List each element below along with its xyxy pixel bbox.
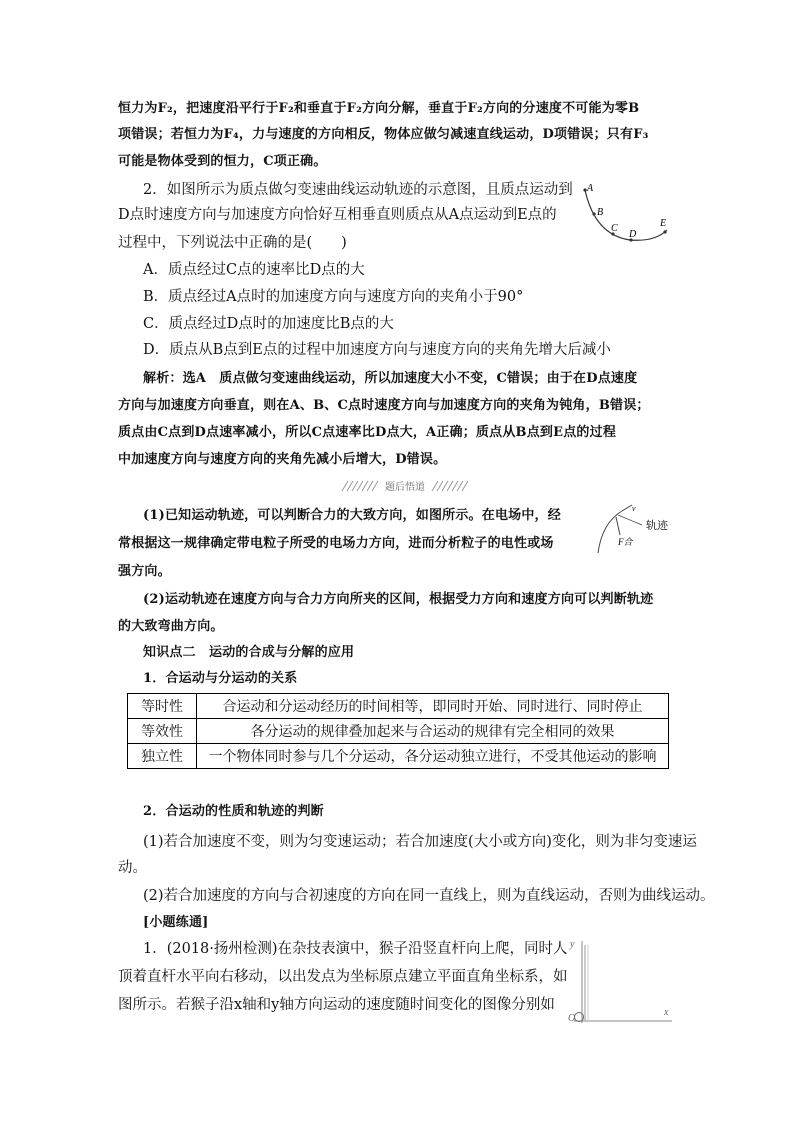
x-axis-label: x xyxy=(664,1007,669,1018)
section-title: 知识点二 运动的合成与分解的应用 xyxy=(143,645,355,660)
force-label: F合 xyxy=(618,537,633,547)
velocity-label: v xyxy=(632,504,636,513)
point-b-dot xyxy=(592,212,595,215)
track-pointer xyxy=(618,515,642,525)
table-row xyxy=(128,694,669,719)
table-key: 独立性 xyxy=(128,744,197,769)
insight-2-line-2: 的大致弯曲方向。 xyxy=(118,619,224,634)
prev-solution-line-2: 项错误；若恒力为F₄，力与速度的方向相反，物体应做匀减速直线运动，D项错误；只有F₃ xyxy=(118,127,649,142)
force-trajectory-figure xyxy=(592,503,684,558)
track-label: 轨迹 xyxy=(646,519,668,532)
table-value: 合运动和分运动经历的时间相等，即同时开始、同时进行、同时停止 xyxy=(197,694,669,719)
table-row xyxy=(128,744,669,769)
label-a: A xyxy=(587,183,594,194)
prev-solution-line-1: 恒力为F₂，把速度沿平行于F₂和垂直于F₂方向分解，垂直于F₂方向的分速度不可能为零B xyxy=(118,101,640,116)
option-a: A．质点经过C点的速率比D点的大 xyxy=(143,262,365,278)
table-key: 等时性 xyxy=(128,694,197,719)
insight-1-line-2: 常根据这一规律确定带电粒子所受的电场力方向，进而分析粒子的电性或场 xyxy=(118,536,554,551)
divider-label: 题后悟道 xyxy=(385,482,425,493)
table-value: 各分运动的规律叠加起来与合运动的规律有完全相同的效果 xyxy=(197,719,669,744)
subsection-2-p1-line-2: 动。 xyxy=(118,860,147,876)
y-axis-label: y xyxy=(570,939,575,950)
label-b: B xyxy=(597,207,604,218)
insight-2-line-1: (2)运动轨迹在速度方向与合力方向所夹的区间，根据受力方向和速度方向可以判断轨迹 xyxy=(143,592,654,607)
label-c: C xyxy=(611,223,618,234)
origin-label: O xyxy=(568,1013,576,1024)
question-2-line-2: D点时速度方向与加速度方向恰好互相垂直则质点从A点运动到E点的 xyxy=(118,207,557,223)
table-key: 等效性 xyxy=(128,719,197,744)
label-e: E xyxy=(660,218,667,229)
option-c: C．质点经过D点时的加速度比B点的大 xyxy=(143,316,394,332)
trajectory-figure xyxy=(575,180,680,250)
practice-q1-line-2: 顶着直杆水平向右移动，以出发点为坐标原点建立平面直角坐标系，如 xyxy=(118,969,568,985)
option-d: D．质点从B点到E点的过程中加速度方向与速度方向的夹角先增大后减小 xyxy=(143,342,611,358)
insight-divider xyxy=(340,478,470,494)
subsection-1-title: 1．合运动与分运动的关系 xyxy=(143,671,298,686)
subsection-2-p1-line-1: (1)若合加速度不变，则为匀变速运动；若合加速度(大小或方向)变化，则为非匀变速运 xyxy=(143,834,697,850)
coordinate-figure xyxy=(560,935,675,1030)
insight-1-line-3: 强方向。 xyxy=(118,564,171,579)
point-e-dot xyxy=(663,230,666,233)
question-2-line-1: 2．如图所示为质点做匀变速曲线运动轨迹的示意图，且质点运动到 xyxy=(143,182,573,198)
subsection-2-p2: (2)若合加速度的方向与合初速度的方向在同一直线上，则为直线运动，否则为曲线运动。 xyxy=(143,888,715,904)
option-b: B．质点经过A点时的加速度方向与速度方向的夹角小于90° xyxy=(143,289,524,305)
subsection-2-title: 2．合运动的性质和轨迹的判断 xyxy=(143,804,324,819)
q2-solution-line-1: 解析：选A 质点做匀变速曲线运动，所以加速度大小不变，C错误；由于在D点速度 xyxy=(143,371,638,386)
q2-solution-line-3: 质点由C点到D点速率减小，所以C点速率比D点大，A正确；质点从B点到E点的过程 xyxy=(118,425,617,440)
prev-solution-line-3: 可能是物体受到的恒力，C项正确。 xyxy=(118,154,327,169)
label-d: D xyxy=(629,229,637,240)
table-row xyxy=(128,719,669,744)
insight-1-line-1: (1)已知运动轨迹，可以判断合力的大致方向，如图所示。在电场中，经 xyxy=(143,508,561,523)
q2-solution-line-2: 方向与加速度方向垂直，则在A、B、C点时速度方向与加速度方向的夹角为钝角，B错误； xyxy=(118,398,650,413)
force-arrow xyxy=(616,517,620,535)
table-value: 一个物体同时参与几个分运动，各分运动独立进行，不受其他运动的影响 xyxy=(197,744,669,769)
q2-solution-line-4: 中加速度方向与速度方向的夹角先减小后增大，D错误。 xyxy=(118,452,447,467)
practice-q1-line-1: 1．(2018·扬州检测)在杂技表演中，猴子沿竖直杆向上爬，同时人 xyxy=(143,941,568,957)
motion-relation-table xyxy=(127,693,669,769)
velocity-arrow xyxy=(622,505,632,511)
practice-q1-line-3: 图所示。若猴子沿x轴和y轴方向运动的速度随时间变化的图像分别如 xyxy=(118,997,555,1013)
question-2-line-3: 过程中，下列说法中正确的是( ) xyxy=(118,235,347,251)
practice-title: [小题练通] xyxy=(143,915,209,930)
